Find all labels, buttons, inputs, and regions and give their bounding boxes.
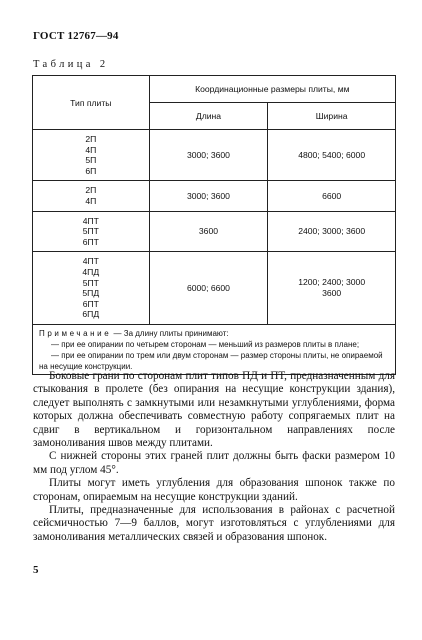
type-label: 4ПТ [82, 215, 99, 226]
type-label: 4П [85, 144, 97, 155]
type-cell [33, 211, 150, 252]
type-label: 6П [85, 165, 97, 176]
type-label: 6ПД [82, 309, 100, 320]
paragraph: Плиты могут иметь углубления для образования шпонок также по сторонам, опираемым на несущие конструкции зданий. [33, 477, 395, 503]
table-row [33, 181, 396, 211]
col-header-group: Координационные размеры плиты, мм [149, 76, 395, 103]
type-label: 4ПТ [82, 256, 99, 267]
type-label: 5ПД [82, 288, 100, 299]
standard-header: ГОСТ 12767—94 [33, 30, 119, 42]
type-cell [33, 181, 150, 211]
dimensions-table [32, 75, 396, 375]
table-row [33, 252, 396, 325]
note-heading [39, 328, 390, 339]
type-label: 6ПТ [82, 236, 99, 247]
type-label: 4П [85, 195, 97, 206]
length-cell: 6000; 6600 [149, 252, 268, 325]
note-row [33, 324, 396, 374]
table-row [33, 211, 396, 252]
body-text [33, 370, 395, 544]
table-row [33, 130, 396, 181]
paragraph: С нижней стороны этих граней плит должны быть фаски размером 10 мм под углом 45°. [33, 450, 395, 476]
width-cell: 2400; 3000; 3600 [268, 211, 396, 252]
width-cell: 1200; 2400; 3000 3600 [268, 252, 396, 325]
length-cell: 3000; 3600 [149, 130, 268, 181]
length-cell: 3600 [149, 211, 268, 252]
table-header-row [33, 76, 396, 103]
length-cell: 3000; 3600 [149, 181, 268, 211]
type-label: 4ПД [82, 266, 100, 277]
col-header-width: Ширина [268, 103, 396, 130]
note-cell [33, 324, 396, 374]
note-item: — при ее опирании по трем или двум сторонам — размер стороны плиты, не опираемой на несущие конструкции. [39, 350, 383, 371]
note-label: Примечание [39, 328, 112, 338]
type-label: 2П [85, 185, 97, 196]
type-label: 2П [85, 134, 97, 144]
paragraph: Боковые грани по сторонам плит типов ПД и ПТ, предназначенным для стыкования в пролете (без опирания на несущие конструкции здания), следует выполнять с замкнутыми или незамкнутыми углублениями, форма которых должна обеспечивать совместную работу сопрягаемых плит на сдвиг в вертикальном и горизонтальном направлениях после замоноливания швов между плитами. [33, 370, 395, 450]
col-header-length: Длина [149, 103, 268, 130]
width-cell: 6600 [268, 181, 396, 211]
type-label: 6ПТ [82, 298, 99, 309]
note-item: — при ее опирании по четырем сторонам — меньший из размеров плиты в плане; [51, 339, 360, 349]
type-label: 5ПТ [82, 277, 99, 288]
paragraph: Плиты, предназначенные для использования в районах с расчетной сейсмичностью 7—9 баллов, могут изготовляться с углублениями для замоноливания металлических связей и образования шпонок. [33, 504, 395, 543]
type-cell [33, 130, 150, 181]
type-label: 5П [85, 155, 97, 166]
col-header-type: Тип плиты [33, 76, 150, 130]
type-cell [33, 252, 150, 325]
note-intro: — За длину плиты принимают: [111, 328, 229, 338]
table-caption: Таблица 2 [33, 59, 109, 70]
type-label: 5ПТ [82, 226, 99, 237]
page-number: 5 [33, 564, 39, 576]
width-cell: 4800; 5400; 6000 [268, 130, 396, 181]
